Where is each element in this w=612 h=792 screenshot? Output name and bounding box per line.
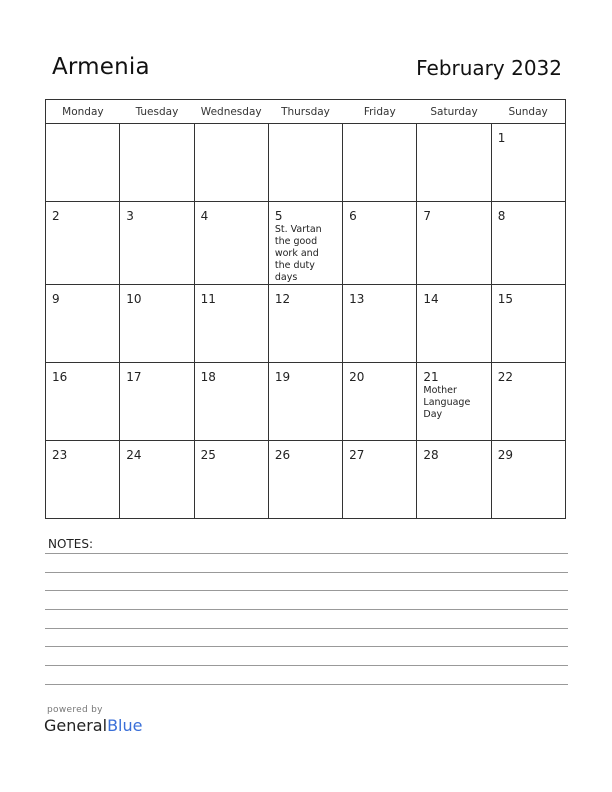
calendar-day-cell [194,202,268,285]
calendar-day-cell [417,285,491,363]
day-number: 18 [200,370,216,384]
calendar-grid [45,99,566,519]
day-number: 25 [200,448,216,462]
day-number: 10 [126,292,142,306]
calendar-day-cell [120,124,194,202]
calendar-day-cell [491,363,565,441]
country-title: Armenia [52,54,150,80]
calendar-day-cell [491,441,565,519]
day-number: 16 [52,370,68,384]
calendar-day-cell [417,202,491,285]
calendar-day-cell [46,202,120,285]
calendar-day-cell [194,441,268,519]
month-title: February 2032 [416,56,562,80]
day-number: 19 [274,370,291,384]
calendar-week-row [46,363,566,441]
calendar-day-cell [46,363,120,441]
weekday-header: Wednesday [194,100,268,124]
day-number: 5 [274,209,283,223]
day-number: 11 [200,292,216,306]
calendar-day-cell [268,363,342,441]
day-number: 17 [126,370,142,384]
day-number: 4 [200,209,209,223]
day-number: 26 [274,448,291,462]
note-line [45,609,568,610]
day-number: 22 [497,370,513,384]
day-number: 1 [497,131,506,145]
day-number [195,124,268,132]
day-number [417,124,490,132]
calendar-week-row [46,285,566,363]
day-number: 29 [497,448,513,462]
calendar-day-cell [120,285,194,363]
calendar-day-cell [343,285,417,363]
powered-by-text: powered by [47,705,103,715]
note-line [45,590,568,591]
note-line [45,665,568,666]
day-number: 28 [423,448,439,462]
day-number: 9 [52,292,60,306]
calendar-day-cell [268,441,342,519]
calendar-day-cell [46,124,120,202]
day-number: 13 [349,292,365,306]
weekday-header: Friday [343,100,417,124]
calendar-day-cell [120,363,194,441]
calendar-day-cell [417,124,491,202]
day-number: 24 [126,448,142,462]
calendar-day-cell [268,124,342,202]
day-number [46,124,119,132]
weekday-header: Monday [46,100,120,124]
calendar-week-row [46,441,566,519]
calendar-week-row [46,202,566,285]
notes-label: NOTES: [48,537,93,551]
day-number: 21 [423,370,439,384]
calendar-day-cell [417,441,491,519]
weekday-header: Sunday [491,100,565,124]
calendar-day-cell [343,363,417,441]
note-line [45,646,568,647]
calendar-day-cell [343,202,417,285]
day-number: 8 [497,209,506,223]
weekday-header: Tuesday [120,100,194,124]
weekday-header: Saturday [417,100,491,124]
holiday-event: St. Vartan the good work and the duty days [274,224,322,283]
calendar-body [46,124,566,519]
calendar-day-cell [194,124,268,202]
calendar-day-cell [46,285,120,363]
calendar-day-cell [46,441,120,519]
day-number: 6 [349,209,357,223]
calendar-day-cell [491,285,565,363]
day-number: 15 [497,292,513,306]
note-line [45,684,568,685]
day-number: 23 [52,448,68,462]
note-line [45,572,568,573]
calendar-day-cell [417,363,491,441]
day-number: 20 [349,370,365,384]
day-number: 14 [423,292,439,306]
day-number: 7 [423,209,432,223]
note-line [45,628,568,629]
day-number [120,124,193,132]
day-number: 27 [349,448,365,462]
generalblue-logo [44,716,142,735]
logo-blue: Blue [107,716,143,735]
calendar-day-cell [491,124,565,202]
day-number [269,124,342,132]
day-number [343,124,416,132]
calendar-day-cell [343,441,417,519]
day-number: 2 [52,209,60,223]
day-number: 12 [274,292,291,306]
note-line [45,553,568,554]
calendar-day-cell [268,285,342,363]
calendar-day-cell [491,202,565,285]
calendar-day-cell [120,202,194,285]
brand-footer [44,705,142,735]
weekday-header: Thursday [268,100,342,124]
calendar-day-cell [343,124,417,202]
logo-general: General [44,716,108,735]
day-number: 3 [126,209,134,223]
calendar-day-cell [194,285,268,363]
calendar-day-cell [120,441,194,519]
calendar-day-cell [268,202,342,285]
holiday-event: Mother Language Day [423,385,471,420]
calendar-week-row [46,124,566,202]
weekday-header-row [46,100,566,124]
calendar-day-cell [194,363,268,441]
